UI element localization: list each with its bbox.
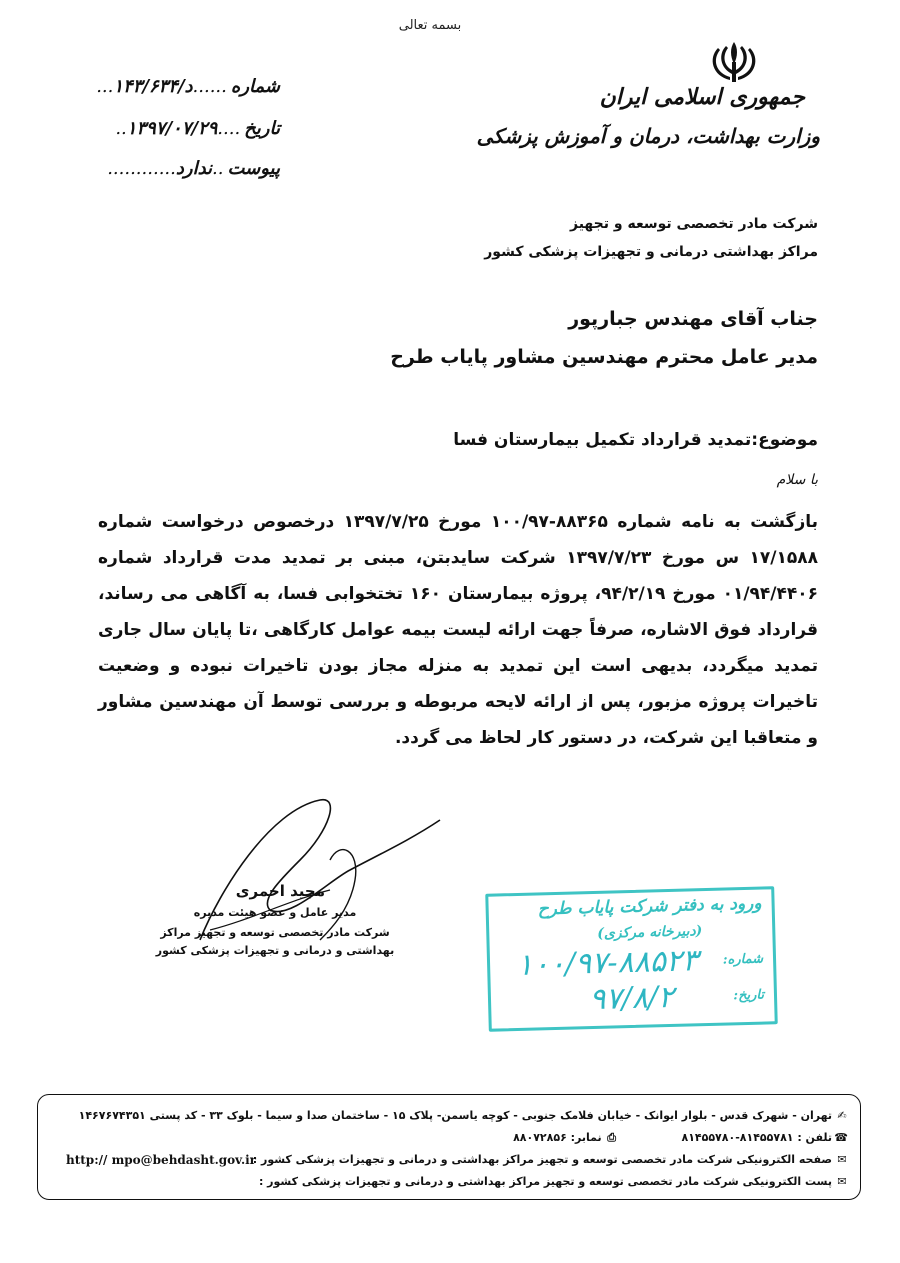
stamp-date-label: تاریخ:	[733, 987, 765, 1004]
addressee-name: جناب آقای مهندس جبارپور	[568, 308, 818, 330]
footer-website-label: صفحه الکترونیکی شرکت مادر تخصصی توسعه و تجهیز مراکز بهداشتی و درمانی و تجهیزات پزشکی کشور :	[252, 1153, 832, 1166]
letter-greeting: با سلام	[776, 472, 818, 488]
stamp-subtitle: (دبیرخانه مرکزی)	[597, 923, 703, 942]
letter-date-label: تاریخ	[244, 118, 280, 139]
envelope-icon: ✉	[837, 1175, 847, 1188]
basmala-heading: بسمه تعالی	[398, 18, 462, 33]
logo-republic-text: جمهوری اسلامی ایران	[599, 84, 805, 110]
fax-icon: ⎙	[607, 1131, 617, 1144]
handwritten-signature-icon	[180, 770, 460, 970]
letter-body	[98, 504, 818, 756]
stamp-number-label: شماره:	[722, 951, 764, 968]
sender-org-line1: شرکت مادر تخصصی توسعه و تجهیز	[570, 216, 818, 232]
footer-address-row	[79, 1109, 848, 1122]
footer-website-row	[253, 1153, 848, 1166]
letter-number-row: شماره......د/۱۴۳/۶۳۴...	[96, 76, 280, 97]
footer-email-label: پست الکترونیکی شرکت مادر تخصصی توسعه و تجهیز مراکز بهداشتی و درمانی و تجهیزات پزشکی کشور :	[258, 1175, 832, 1188]
letter-date-row: تاریخ....۱۳۹۷/۰۷/۲۹..	[115, 118, 280, 139]
telephone-icon: ☎	[834, 1131, 848, 1144]
stamp-date-value: ۹۷/۸/۲	[588, 979, 675, 1018]
footer-fax: نمابر: ۸۸۰۷۲۸۵۶	[513, 1131, 602, 1144]
received-stamp	[485, 886, 778, 1032]
signatory-org-line1: شرکت مادر تخصصی توسعه و تجهیز مراکز	[160, 926, 390, 939]
envelope-icon: ✉	[837, 1153, 847, 1166]
footer-address: تهران - شهرک قدس - بلوار ایوانک - خیابان فلامک جنوبی - کوچه یاسمن- پلاک ۱۵ - ساختمان صدا و سیما - بلوک ۳۳ - کد پستی ۱۴۶۷۶۷۴۳۵۱	[78, 1109, 832, 1122]
letterhead-footer	[37, 1094, 861, 1200]
stamp-title: ورود به دفتر شرکت پایاب طرح	[537, 893, 762, 920]
letter-body-paragraph: بازگشت به نامه شماره ۸۸۳۶۵-۱۰۰/۹۷ مورخ ۱۳۹۷/۷/۲۵ درخصوص درخواست شماره ۱۷/۱۵۸۸ س مورخ ۱۳۹۷/۷/۲۳ شرکت سایدبتن، مبنی بر تمدید مدت قرارداد شماره ۰۱/۹۴/۴۴۰۶ مورخ ۹۴/۲/۱۹، پروژه بیمارستان ۱۶۰ تختخوابی فسا، به آگاهی می رساند، قرارداد فوق الاشاره، صرفاً جهت ارائه لیست بیمه عوامل کارگاهی ،تا پایان سال جاری تمدید میگردد، بدیهی است این تمدید به منزله مجاز بودن تاخیرات نبوده و وضعیت تاخیرات پروژه مزبور، پس از ارائه لایحه مربوطه و بررسی توسط آن مهندسین مشاور و متعاقبا این شرکت، در دستور کار لحاظ می گردد.	[98, 512, 818, 748]
stamp-number-value: ۱۰۰/۹۷-۸۸۵۲۳	[516, 943, 699, 984]
footer-phone: تلفن : ۸۱۴۵۵۷۸۱-۸۱۴۵۵۷۸۰	[681, 1131, 832, 1144]
letter-attachment-label: پیوست	[227, 158, 280, 179]
logo-ministry-text: وزارت بهداشت، درمان و آموزش پزشکی	[476, 124, 820, 148]
letter-attachment-row: پیوست..ندارد............	[107, 158, 280, 179]
signatory-name: مجید احمری	[235, 882, 325, 900]
footer-phone-row	[513, 1131, 848, 1145]
footer-website-url[interactable]: http:// mpo@behdasht.gov.ir	[66, 1153, 257, 1167]
addressee-title: مدیر عامل محترم مهندسین مشاور پایاب طرح	[390, 346, 818, 368]
letter-number-value: د/۱۴۳/۶۳۴	[113, 76, 193, 97]
iran-emblem-icon	[706, 38, 762, 86]
pen-icon: ✍	[837, 1109, 847, 1122]
signatory-org-line2: بهداشتی و درمانی و تجهیزات پزشکی کشور	[155, 944, 395, 957]
letter-attachment-value: ندارد	[175, 158, 213, 179]
letter-date-value: ۱۳۹۷/۰۷/۲۹	[126, 118, 218, 139]
sender-org-line2: مراکز بهداشتی درمانی و تجهیزات پزشکی کشور	[484, 244, 818, 260]
signatory-title: مدیر عامل و عضو هیئت مدیره	[193, 906, 357, 919]
letter-number-label: شماره	[230, 76, 280, 97]
footer-email-row	[259, 1175, 848, 1188]
letter-subject: موضوع:تمدید قرارداد تکمیل بیمارستان فسا	[453, 430, 818, 450]
